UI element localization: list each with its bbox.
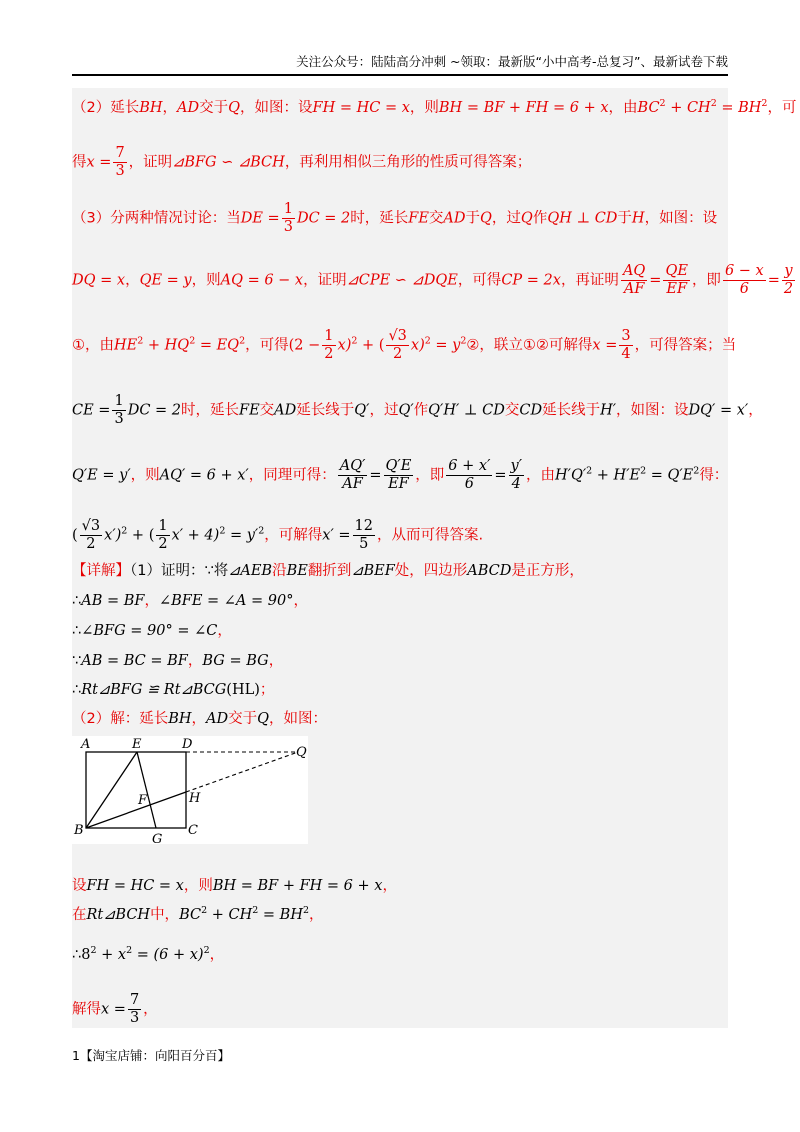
fraction — [353, 518, 375, 553]
math: = BH — [258, 907, 303, 923]
math: x′ = — [322, 527, 351, 544]
math: ABCD — [467, 563, 512, 579]
denominator: 4 — [511, 476, 521, 492]
math: H′ — [600, 402, 617, 419]
numerator: y — [782, 263, 795, 281]
text: ， — [144, 593, 159, 609]
math: = — [767, 272, 780, 289]
text: 处，四边形 — [394, 563, 468, 579]
fraction — [338, 458, 368, 493]
exponent: 2 — [302, 905, 310, 917]
text: ∴ — [72, 947, 82, 963]
fraction — [128, 992, 141, 1027]
denominator: 4 — [621, 346, 631, 362]
math: BG = BG — [202, 653, 269, 669]
text: ∴ — [72, 623, 82, 639]
label-q: Q — [296, 745, 307, 760]
exponent: 2 — [219, 525, 226, 537]
header-text: 关注公众号：陆陆高分冲刺 ~领取：最新版“小中高考-总复习”、最新试卷下载 — [296, 54, 728, 69]
fraction — [386, 328, 408, 363]
exponent: 2 — [258, 525, 265, 537]
math: Q′E = y′ — [72, 467, 131, 484]
numerator: 1 — [324, 328, 334, 344]
numerator: AQ′ — [339, 458, 366, 474]
numerator: 3 — [621, 328, 631, 344]
denominator: 3 — [114, 411, 124, 427]
math: AB = BC = BF — [81, 653, 188, 669]
label-d: D — [182, 737, 193, 752]
math: FE — [408, 210, 429, 227]
exponent: 2 — [710, 98, 717, 110]
math: DQ′ = x′ — [688, 402, 749, 419]
text: 于 — [617, 210, 632, 227]
text: ②，联立①②可解得 — [466, 337, 593, 354]
numerator: 12 — [354, 518, 373, 534]
text: ，则 — [183, 878, 213, 894]
math: BH — [168, 711, 192, 727]
math: x) — [410, 337, 425, 354]
math: HE — [114, 337, 138, 354]
segment-eg — [137, 752, 156, 828]
math: FH = HC = x — [86, 878, 184, 894]
math: ⊿BFG ∽ ⊿BCH — [172, 154, 285, 171]
exponent: 2 — [460, 335, 467, 347]
math: x) — [337, 337, 352, 354]
math: ( — [72, 527, 78, 544]
math: FE — [239, 402, 260, 419]
math: x′ + 4) — [171, 527, 220, 544]
detail-line-8 — [72, 904, 728, 926]
analysis-line-6 — [72, 393, 763, 428]
solution-content — [72, 88, 797, 1028]
exponent: 2 — [189, 335, 196, 347]
exponent: 2 — [203, 945, 210, 957]
denominator: EF — [666, 281, 688, 297]
denominator: 3 — [283, 219, 293, 235]
text: ， — [209, 947, 225, 963]
analysis-line-5 — [72, 328, 737, 363]
text: ，可得 — [245, 337, 289, 354]
denominator: 2 — [783, 281, 794, 297]
denominator: 6 — [464, 476, 474, 492]
exponent: 2 — [351, 335, 358, 347]
text: ，过 — [369, 402, 399, 419]
page-header — [72, 50, 728, 76]
exponent: 2 — [239, 335, 246, 347]
math: + CH — [665, 100, 711, 116]
math: DC = 2 — [127, 402, 182, 419]
exponent: 2 — [424, 335, 431, 347]
math: = — [649, 272, 662, 289]
text: ①，由 — [72, 337, 114, 354]
math: Q — [480, 210, 492, 227]
text: ，过 — [491, 210, 521, 227]
numerator: 7 — [129, 992, 140, 1008]
text: 是正方形， — [511, 563, 584, 579]
math: DQ = x — [72, 272, 126, 289]
text: ，可解得 — [264, 527, 323, 544]
label-b: B — [74, 823, 84, 838]
math: Q — [520, 210, 533, 227]
analysis-line-3 — [72, 201, 728, 236]
math: ∠BFG = 90° = ∠C — [81, 623, 218, 639]
fraction — [663, 263, 689, 298]
text: ； — [259, 682, 275, 698]
segment-bh — [86, 792, 186, 828]
exponent: 2 — [761, 98, 768, 110]
text: ，可得答案；当 — [634, 337, 737, 354]
math: FH = HC = x — [312, 100, 410, 116]
exponent: 2 — [201, 905, 208, 917]
text: 交 — [428, 210, 444, 227]
detail-line-2 — [72, 590, 728, 612]
math: = — [369, 467, 382, 484]
analysis-line-4 — [72, 263, 794, 298]
math: DE = — [240, 210, 280, 227]
math: (2 − — [288, 337, 321, 354]
text: ， — [187, 653, 203, 669]
fraction — [384, 458, 414, 493]
denominator: 2 — [324, 346, 334, 362]
text: ， — [125, 272, 140, 289]
numerator: 1 — [158, 518, 168, 534]
detail-line-6 — [72, 708, 728, 730]
math: AQ′ = 6 + x′ — [159, 467, 249, 484]
detail-line-1 — [72, 560, 728, 582]
text: 在 — [72, 907, 87, 923]
fraction — [782, 263, 795, 298]
math: ∠BFE = ∠A = 90° — [158, 593, 294, 609]
numerator: 1 — [114, 393, 124, 409]
fraction — [282, 201, 295, 236]
denominator: 6 — [739, 281, 749, 297]
math: = EQ — [195, 337, 240, 354]
fraction — [322, 328, 335, 363]
math: = BH — [716, 100, 762, 116]
dashed-hq — [186, 752, 298, 792]
detail-line-10 — [72, 992, 728, 1027]
text: ，即 — [415, 467, 445, 484]
geometry-figure — [72, 736, 308, 844]
math: 8 — [81, 947, 91, 963]
math: Q′ — [354, 402, 370, 419]
text: 中， — [150, 907, 180, 923]
numerator: QE — [665, 263, 688, 279]
math: + x — [96, 947, 127, 963]
segment-be — [86, 752, 137, 828]
math: (HL) — [226, 682, 260, 698]
math: BE — [286, 563, 308, 579]
fraction — [621, 263, 647, 298]
math: Rt⊿BFG ≌ Rt⊿BCG — [81, 682, 227, 698]
numerator: Q′E — [385, 458, 412, 474]
numerator: AQ — [622, 263, 646, 279]
math: Q′H′ ⊥ CD — [428, 402, 505, 419]
text: ，同理可得： — [248, 467, 336, 484]
numerator: 6 + x′ — [448, 458, 491, 474]
analysis-line-7 — [72, 458, 728, 493]
page-footer — [72, 1046, 230, 1064]
math: Q — [228, 100, 241, 116]
text: 交 — [504, 402, 520, 419]
denominator: 2 — [393, 346, 403, 362]
fraction — [723, 263, 766, 298]
denominator: 3 — [129, 1010, 140, 1026]
exponent: 2 — [121, 525, 128, 537]
numerator: √3 — [388, 328, 407, 344]
math: x′) — [104, 527, 122, 544]
math: Rt⊿BCH — [86, 907, 151, 923]
footer-text: 1【淘宝店铺：向阳百分百】 — [72, 1048, 230, 1063]
fraction — [80, 518, 102, 553]
label-h: H — [189, 791, 201, 806]
text: 交 — [259, 402, 275, 419]
math: = — [494, 467, 507, 484]
text: ，从而可得答案. — [376, 527, 484, 544]
math: + CH — [207, 907, 253, 923]
analysis-line-1 — [72, 97, 797, 119]
math: ⊿BEF — [351, 563, 395, 579]
text: 作 — [532, 210, 548, 227]
numerator: √3 — [81, 518, 101, 534]
denominator: 3 — [115, 163, 125, 179]
math: QH ⊥ CD — [547, 210, 618, 227]
fraction — [509, 458, 524, 493]
text: 作 — [413, 402, 429, 419]
math: AB = BF — [81, 593, 145, 609]
detail-line-7 — [72, 875, 728, 897]
math: BC — [179, 907, 202, 923]
math: + ( — [127, 527, 155, 544]
text: （2）延长 — [72, 100, 140, 116]
text: 设 — [72, 878, 87, 894]
math: AD — [443, 210, 466, 227]
math: BH = BF + FH = 6 + x — [212, 878, 383, 894]
math: + H′E — [592, 467, 641, 484]
text: ，则 — [191, 272, 221, 289]
text: ，证明 — [128, 154, 173, 171]
text: ， — [748, 402, 763, 419]
fraction — [446, 458, 492, 493]
exponent: 2 — [90, 945, 97, 957]
fraction — [112, 393, 125, 428]
text: ，即 — [691, 272, 721, 289]
math: QE = y — [139, 272, 192, 289]
text: ，则 — [130, 467, 160, 484]
numerator: 6 − x — [724, 263, 764, 279]
fraction — [113, 145, 126, 180]
denominator: 2 — [158, 536, 168, 552]
detail-line-9 — [72, 944, 728, 966]
math: AD — [177, 100, 200, 116]
text: 延长线于 — [542, 402, 601, 419]
label-f: F — [138, 793, 148, 808]
math: CE = — [72, 402, 111, 419]
math: ⊿AEB — [228, 563, 273, 579]
text: ，如图： — [269, 711, 328, 727]
math: AD — [274, 402, 297, 419]
math: BC — [637, 100, 660, 116]
numerator: y′ — [510, 458, 523, 474]
detail-line-3 — [72, 620, 728, 642]
detail-line-4 — [72, 650, 728, 672]
label-a: A — [81, 737, 91, 752]
text: ， — [143, 1001, 158, 1018]
text: ，再利用相似三角形的性质可得答案； — [284, 154, 532, 171]
text: ， — [217, 623, 232, 639]
math: H′Q′ — [555, 467, 587, 484]
text: ， — [268, 653, 284, 669]
math: ⊿CPE ∽ ⊿DQE — [346, 272, 458, 289]
text: （1）证明：∵将 — [130, 563, 229, 579]
math: DC = 2 — [296, 210, 351, 227]
label-c: C — [188, 823, 198, 838]
math: = (6 + x) — [132, 947, 204, 963]
exponent: 2 — [693, 465, 700, 477]
math: = y′ — [225, 527, 259, 544]
text: 得 — [72, 154, 87, 171]
exponent: 2 — [137, 335, 144, 347]
exponent: 2 — [586, 465, 593, 477]
text: ，再证明 — [560, 272, 619, 289]
text: ，证明 — [303, 272, 347, 289]
math: BH — [139, 100, 163, 116]
square-abcd — [86, 752, 186, 828]
text: ， — [162, 100, 178, 116]
math: Q′ — [398, 402, 414, 419]
fraction — [619, 328, 632, 363]
text: ，如图：设 — [644, 210, 718, 227]
text: ∴ — [72, 593, 82, 609]
denominator: 5 — [359, 536, 369, 552]
exponent: 2 — [252, 905, 259, 917]
text: 【详解】 — [72, 563, 130, 579]
square-diagram — [72, 736, 308, 844]
exponent: 2 — [640, 465, 647, 477]
text: ，如图：设 — [240, 100, 313, 116]
analysis-line-2 — [72, 145, 728, 180]
text: ，如图：设 — [616, 402, 689, 419]
math: = y — [430, 337, 461, 354]
text: ， — [191, 711, 207, 727]
label-e: E — [132, 737, 142, 752]
text: ， — [382, 878, 397, 894]
text: （3）分两种情况讨论：当 — [72, 210, 241, 227]
denominator: AF — [342, 476, 363, 492]
exponent: 2 — [126, 945, 133, 957]
text: ，由 — [608, 100, 638, 116]
text: ， — [309, 907, 324, 923]
math: CP = 2x — [501, 272, 561, 289]
text: 解得 — [72, 1001, 101, 1018]
math: + ( — [357, 337, 385, 354]
text: 交于 — [228, 711, 258, 727]
text: ∴ — [72, 682, 82, 698]
numerator: 1 — [283, 201, 293, 217]
label-g: G — [152, 832, 163, 844]
math: + HQ — [143, 337, 190, 354]
text: 翻折到 — [307, 563, 352, 579]
fraction — [156, 518, 169, 553]
math: BH = BF + FH = 6 + x — [438, 100, 609, 116]
text: ，由 — [526, 467, 556, 484]
analysis-line-8 — [72, 518, 728, 553]
text: 时，延长 — [181, 402, 240, 419]
math: AD — [206, 711, 229, 727]
text: 交于 — [199, 100, 229, 116]
text: 得： — [699, 467, 729, 484]
detail-line-5 — [72, 679, 728, 701]
text: 于 — [465, 210, 481, 227]
text: ， — [293, 593, 308, 609]
math: x = — [86, 154, 112, 171]
math: = Q′E — [646, 467, 694, 484]
math: AQ = 6 − x — [220, 272, 304, 289]
text: ，则 — [409, 100, 439, 116]
math: Q — [257, 711, 270, 727]
text: 延长线于 — [296, 402, 355, 419]
text: 沿 — [272, 563, 287, 579]
denominator: AF — [623, 281, 645, 297]
math: H — [631, 210, 645, 227]
math: x = — [592, 337, 618, 354]
text: ∵ — [72, 653, 82, 669]
numerator: 7 — [115, 145, 125, 161]
text: （2）解：延长 — [72, 711, 169, 727]
math: CD — [519, 402, 543, 419]
denominator: EF — [388, 476, 409, 492]
exponent: 2 — [659, 98, 666, 110]
text: ，可得 — [457, 272, 502, 289]
denominator: 2 — [86, 536, 96, 552]
text: 时，延长 — [350, 210, 409, 227]
text: ，可 — [767, 100, 797, 116]
math: x = — [101, 1001, 126, 1018]
